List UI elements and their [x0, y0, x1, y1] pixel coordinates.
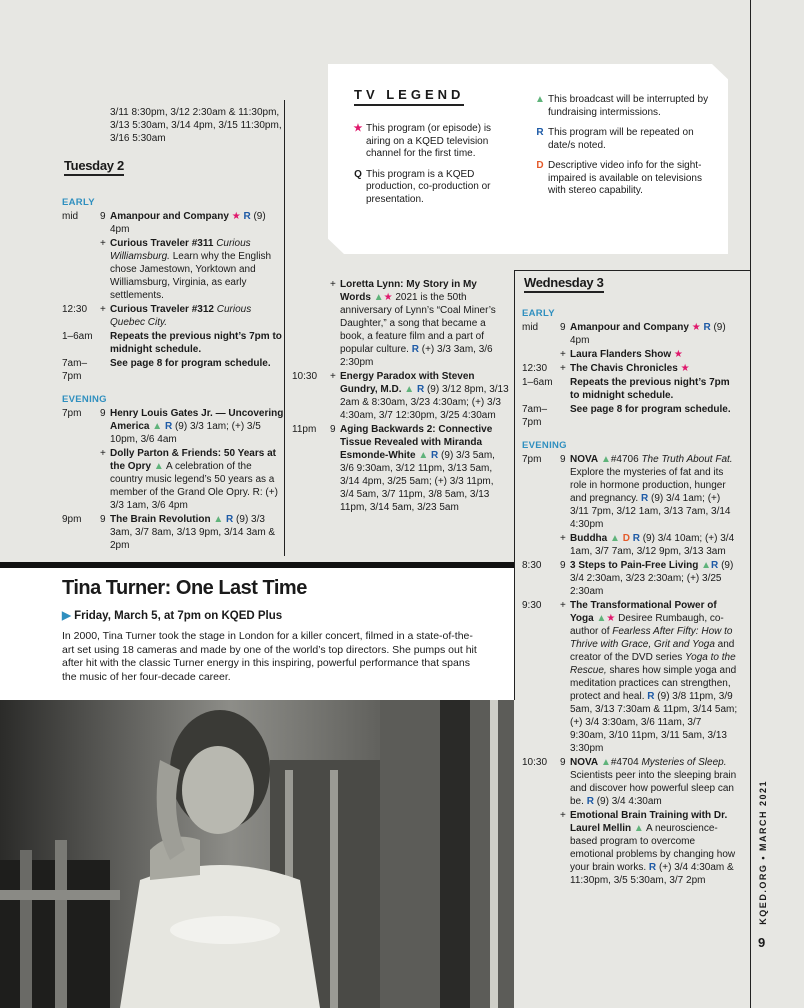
list-item: 11pm 9 Aging Backwards 2: Connective Tissue Revealed with Miranda Esmonde-White ▲ R (9) 3/3 5am, 3/6 9:30am, 3/12 11pm, 3/13 5am, 3/14 4pm, 3/25 5am; (+) 3/3 11pm, 3/4 5am, 3/7 11pm, 3/8 5am, 3/13 11pm, 3/14 5am, 3/23 5am	[292, 424, 495, 513]
repeat-icon: R	[411, 344, 419, 355]
list-item: 10:30 + Energy Paradox with Steven Gundry, M.D. ▲ R (9) 3/12 8pm, 3/13 2am & 8:30am, 3/23 4:30am; (+) 3/3 4:30am, 3/7 12:30pm, 3/25 4:30am	[292, 371, 509, 421]
triangle-icon: ▲	[404, 384, 415, 395]
repeat-icon: R	[586, 796, 594, 807]
list-item: 1–6am Repeats the previous night’s 7pm to midnight schedule.	[62, 331, 282, 355]
play-icon: ▶	[62, 610, 71, 622]
repeat-icon: R	[703, 322, 711, 333]
list-item: 7pm 9 Henry Louis Gates Jr. — Uncovering America ▲ R (9) 3/3 1am; (+) 3/5 10pm, 3/6 4am	[62, 408, 284, 445]
list-item: + Buddha ▲ D R (9) 3/4 10am; (+) 3/4 1am, 3/7 7am, 3/12 9pm, 3/13 3am	[560, 533, 735, 557]
divider	[514, 270, 750, 271]
schedule-column-2	[292, 278, 510, 515]
repeat-icon: R	[648, 862, 657, 873]
list-item: + Curious Traveler #311 Curious Williamsburg. Learn why the English chose Jamestown, Yorktown and Williamsburg, Virginia, as early settlements.	[100, 238, 272, 301]
list-item: 10:30 9 NOVA ▲#4704 Mysteries of Sleep. Scientists peer into the sleeping brain and discover how powerful sleep can be. R (9) 3/4 4:30am	[522, 757, 737, 807]
tina-turner-photo	[0, 700, 514, 1008]
list-item: + Loretta Lynn: My Story in My Words ▲★ 2021 is the 50th anniversary of Lynn’s “Coal Miner’s Daughter,” a song that became a book, a feature film and a part of popular culture. R (+) 3/3 3am, 3/6 2:30pm	[330, 279, 496, 368]
page-number: 9	[758, 935, 766, 950]
legend-r-text: This program will be repeated on date/s noted.	[548, 127, 694, 151]
legend-d-text: Descriptive video info for the sight-impaired is available on televisions with stereo capability.	[548, 160, 702, 196]
section-evening: EVENING	[522, 440, 567, 451]
triangle-icon: ▲	[373, 292, 384, 303]
triangle-icon: ▲	[418, 450, 429, 461]
triangle-icon: ▲	[600, 757, 611, 768]
footer-vertical-text: KQED.ORG • MARCH 2021	[758, 780, 768, 925]
repeat-icon: R	[647, 691, 655, 702]
feature-title: Tina Turner: One Last Time	[62, 577, 307, 599]
list-item: + Dolly Parton & Friends: 50 Years at the Opry ▲ A celebration of the country music legend’s 50 years as a member of the Grand Ole Opry. R: (+) 3/3 1am, 3/6 4pm	[100, 448, 278, 511]
schedule-column-1	[62, 106, 284, 553]
legend-right-column	[532, 94, 712, 198]
repeat-icon: R	[416, 384, 425, 395]
star-icon: ★	[691, 322, 701, 333]
star-icon: ★	[680, 363, 690, 374]
legend-r-item	[532, 127, 712, 152]
triangle-icon: ▲	[213, 514, 224, 525]
repeat-icon: R	[711, 560, 719, 571]
legend-q-item	[350, 169, 510, 207]
legend-left-column	[350, 123, 510, 206]
repeat-icon: R	[243, 211, 251, 222]
schedule-column-3	[522, 272, 738, 888]
star-icon: ★	[383, 292, 393, 303]
section-early: EARLY	[522, 308, 555, 319]
descriptive-video-icon: D	[536, 160, 544, 171]
column-divider	[284, 100, 285, 556]
list-item: 12:30 + The Chavis Chronicles ★	[522, 363, 690, 374]
repeat-icon: R	[431, 450, 439, 461]
list-item: + Laura Flanders Show ★	[560, 349, 683, 360]
triangle-icon: ▲	[701, 560, 712, 571]
q-icon: Q	[354, 168, 362, 180]
list-item: 7am–7pm See page 8 for program schedule.	[62, 358, 271, 382]
list-item: 12:30 + Curious Traveler #312 Curious Quebec City.	[62, 304, 252, 328]
list-item: 9:30 + The Transformational Power of Yoga ▲★ Desiree Rumbaugh, co-author of Fearless After Fifty: How to Thrive with Grace, Grit and Yoga and creator of the DVD series Yoga to the Rescue, shares how simple yoga and meditation practices can strengthen, protect and heal. R (9) 3/8 11pm, 3/9 5am, 3/13 7:30am & 11pm, 3/14 5am; (+) 3/4 3:30am, 3/6 11am, 3/7 9:30am, 3/10 11pm, 3/11 5am, 3/13 3:30pm	[522, 600, 738, 754]
day-heading-wednesday: Wednesday 3	[524, 276, 604, 293]
list-item: mid 9 Amanpour and Company ★ R (9) 4pm	[522, 322, 726, 346]
triangle-icon: ▲	[596, 613, 607, 624]
repeat-icon: R	[226, 514, 234, 525]
legend-star-item	[350, 123, 510, 161]
list-item: 1–6am Repeats the previous night’s 7pm to midnight schedule.	[522, 377, 730, 401]
list-item: 8:30 9 3 Steps to Pain-Free Living ▲R (9) 3/4 2:30am, 3/23 2:30am; (+) 3/25 2:30am	[522, 560, 734, 597]
star-icon: ★	[231, 211, 241, 222]
feature-body: In 2000, Tina Turner took the stage in London for a killer concert, filmed in a state-of-the-art set using 18 cameras and made by one of the world’s top directors. She pumps out hit after hit with the classic Turner energy in this inspiring, powerful performance that spans the music of her four-decade career.	[62, 630, 477, 683]
triangle-icon: ▲	[153, 461, 164, 472]
feature-subtitle: ▶ Friday, March 5, at 7pm on KQED Plus	[62, 610, 283, 622]
list-item: mid 9 Amanpour and Company ★ R (9) 4pm	[62, 211, 266, 235]
legend-tri-text: This broadcast will be interrupted by fundraising intermissions.	[548, 94, 709, 118]
legend-title: TV LEGEND	[354, 88, 464, 106]
list-item: 7am–7pm See page 8 for program schedule.	[522, 404, 731, 428]
column-divider	[514, 270, 515, 700]
triangle-icon: ▲	[633, 823, 644, 834]
day-heading-tuesday: Tuesday 2	[64, 159, 124, 176]
list-item: 7pm 9 NOVA ▲#4706 The Truth About Fat. Explore the mysteries of fat and its role in hormone production, hunger and pregnancy. R (9) 3/4 1am; (+) 3/11 7pm, 3/12 1am, 3/13 7am, 3/14 4:30pm	[522, 454, 733, 530]
feature-photo	[0, 700, 514, 1008]
triangle-icon: ▲	[152, 421, 163, 432]
repeat-icon: R	[164, 421, 173, 432]
repeat-icon: R	[632, 533, 640, 544]
section-early: EARLY	[62, 197, 95, 208]
list-item: + Emotional Brain Training with Dr. Laurel Mellin ▲ A neuroscience-based program to overcome emotional problems by changing how your brain works. R (+) 3/4 4:30am & 11:30pm, 3/5 5:30am, 3/7 2pm	[560, 810, 736, 886]
legend-tri-item	[532, 94, 712, 119]
star-icon: ★	[673, 349, 683, 360]
star-icon: ★	[606, 613, 616, 624]
continued-listing: 3/11 8:30pm, 3/12 2:30am & 11:30pm, 3/13 5:30am, 3/14 4pm, 3/15 11:30pm, 3/16 5:30am	[110, 107, 282, 144]
triangle-icon: ▲	[600, 454, 611, 465]
legend-d-item	[532, 160, 712, 198]
repeat-icon: R	[640, 493, 649, 504]
triangle-icon: ▲	[610, 533, 620, 544]
repeat-icon: R	[536, 127, 544, 138]
descriptive-video-icon: D	[622, 533, 630, 544]
star-icon: ★	[353, 123, 363, 134]
list-item: 9pm 9 The Brain Revolution ▲ R (9) 3/3 3am, 3/7 8am, 3/13 9pm, 3/14 3am & 2pm	[62, 514, 276, 551]
section-evening: EVENING	[62, 394, 107, 405]
legend-star-text: This program (or episode) is airing on a KQED television channel for the first time.	[366, 123, 492, 159]
legend-q-text: This program is a KQED production, co-production or presentation.	[366, 168, 491, 205]
triangle-icon: ▲	[535, 94, 545, 105]
